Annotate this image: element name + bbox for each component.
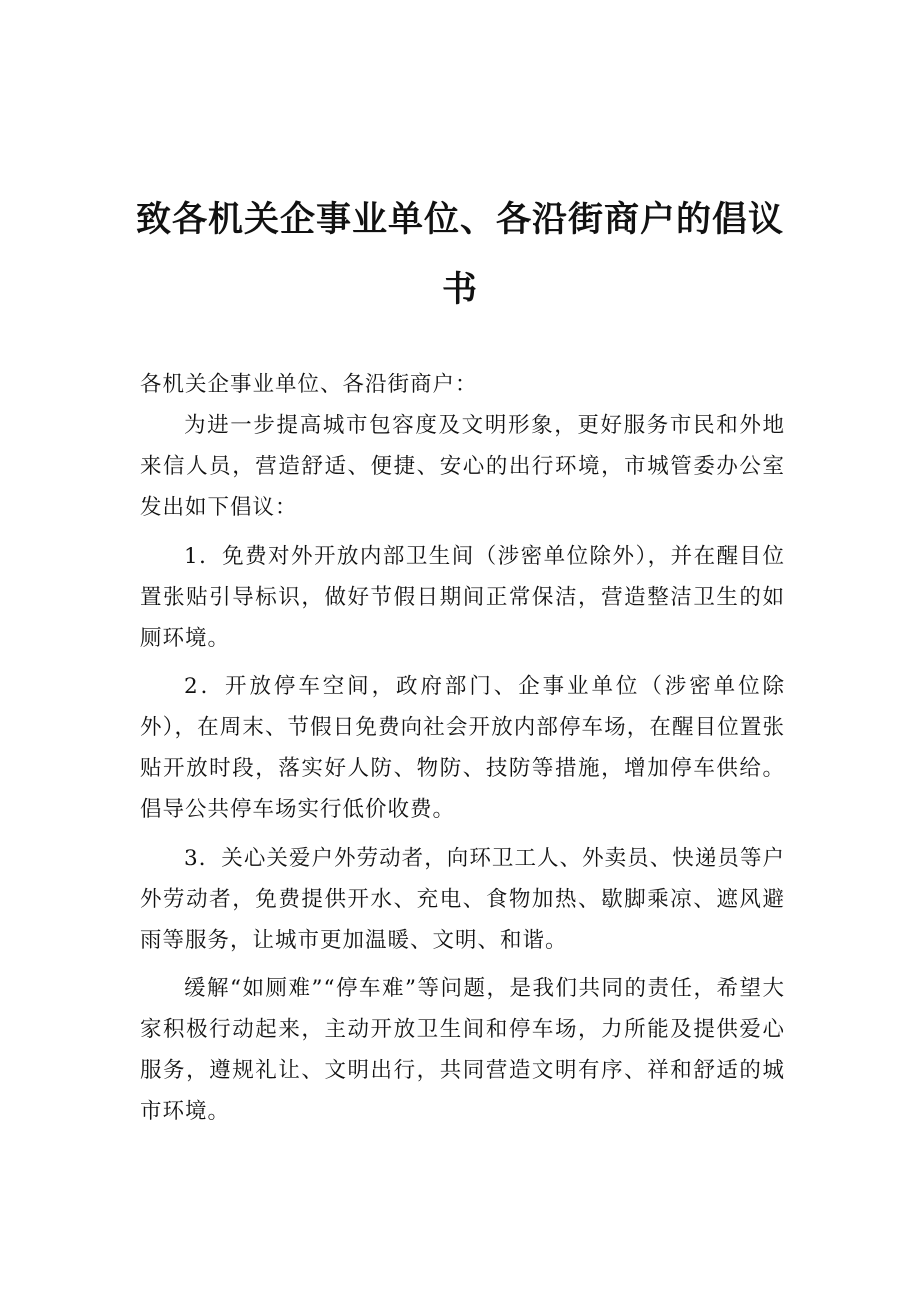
paragraph-intro: 为进一步提高城市包容度及文明形象，更好服务市民和外地来信人员，营造舒适、便捷、安心的出行环境，市城管委办公室发出如下倡议：: [140, 413, 785, 520]
paragraph-item-3: 3．关心关爱户外劳动者，向环卫工人、外卖员、快递员等户外劳动者，免费提供开水、充电、食物加热、歇脚乘凉、遮风避雨等服务，让城市更加温暖、文明、和谐。: [140, 846, 785, 953]
paragraph-closing: 缓解“如厕难”“停车难”等问题，是我们共同的责任，希望大家积极行动起来，主动开放卫生间和停车场，力所能及提供爱心服务，遵规礼让、文明出行，共同营造文明有序、祥和舒适的城市环境。: [140, 976, 785, 1124]
document-title-line-2: 书: [441, 270, 478, 310]
paragraph-item-2: 2．开放停车空间，政府部门、企事业单位（涉密单位除外），在周末、节假日免费向社会开放内部停车场，在醒目位置张贴开放时段，落实好人防、物防、技防等措施，增加停车供给。倡导公共停车场实行低价收费。: [140, 674, 785, 822]
paragraph-item-1: 1．免费对外开放内部卫生间（涉密单位除外），并在醒目位置张贴引导标识，做好节假日期间正常保洁，营造整洁卫生的如厕环境。: [140, 544, 785, 651]
document-title-line-1: 致各机关企事业单位、各沿街商户的倡议: [135, 200, 784, 240]
salutation: 各机关企事业单位、各沿街商户：: [140, 372, 478, 397]
